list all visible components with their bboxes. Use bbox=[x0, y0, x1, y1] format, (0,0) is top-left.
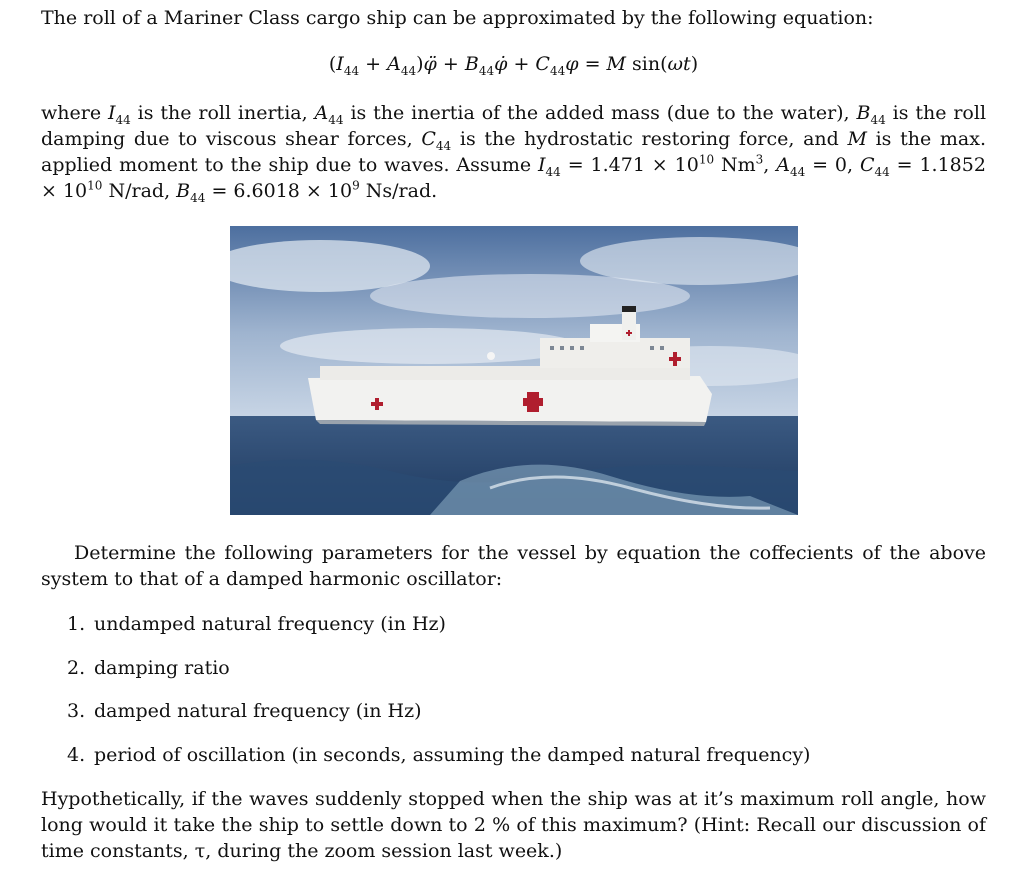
list-item: 2. damping ratio bbox=[67, 657, 230, 679]
list-item: 1. undamped natural frequency (in Hz) bbox=[67, 613, 446, 635]
roll-equation: ($I_{44}$ + $A_{44})\varphï$ + $B_{44}\varphi̇ + C_{44}\varphi = M$ sin(ωt) bbox=[328, 53, 699, 78]
description-text: where $I_{44}$ is the roll inertia, $A_{44}$ is the inertia of the added mass (due to the water), $B_{44}$ is the roll damping due to viscous shear forces, $C_{44}$ is the hydrostatic restoring force, and M is the max. applied moment to the ship due to waves. Assume $I_{44} = 1.471 \times 10^{10}$ Nm$^3$, $A_{44} = 0$, $C_{44} = 1.1852 \times 10^{10}$ N/rad, $B_{44} = 6.6018 \times 10^9$ Ns/rad. bbox=[41, 102, 987, 205]
hospital-ship-photo bbox=[230, 226, 798, 515]
intro-text: The roll of a Mariner Class cargo ship can be approximated by the following equation: bbox=[41, 7, 874, 29]
task-text: Determine the following parameters for the vessel by equation the coffecients of the above system to that of a damped harmonic oscillator: bbox=[41, 542, 986, 590]
list-item: 3. damped natural frequency (in Hz) bbox=[67, 700, 422, 722]
list-item: 4. period of oscillation (in seconds, assuming the damped natural frequency) bbox=[67, 744, 811, 766]
final-question-text: Hypothetically, if the waves suddenly stopped when the ship was at it’s maximum roll angle, how long would it take the ship to settle down to 2 % of this maximum? (Hint: Recall our discussion of time constants, τ, during the zoom session last week.) bbox=[41, 788, 986, 862]
